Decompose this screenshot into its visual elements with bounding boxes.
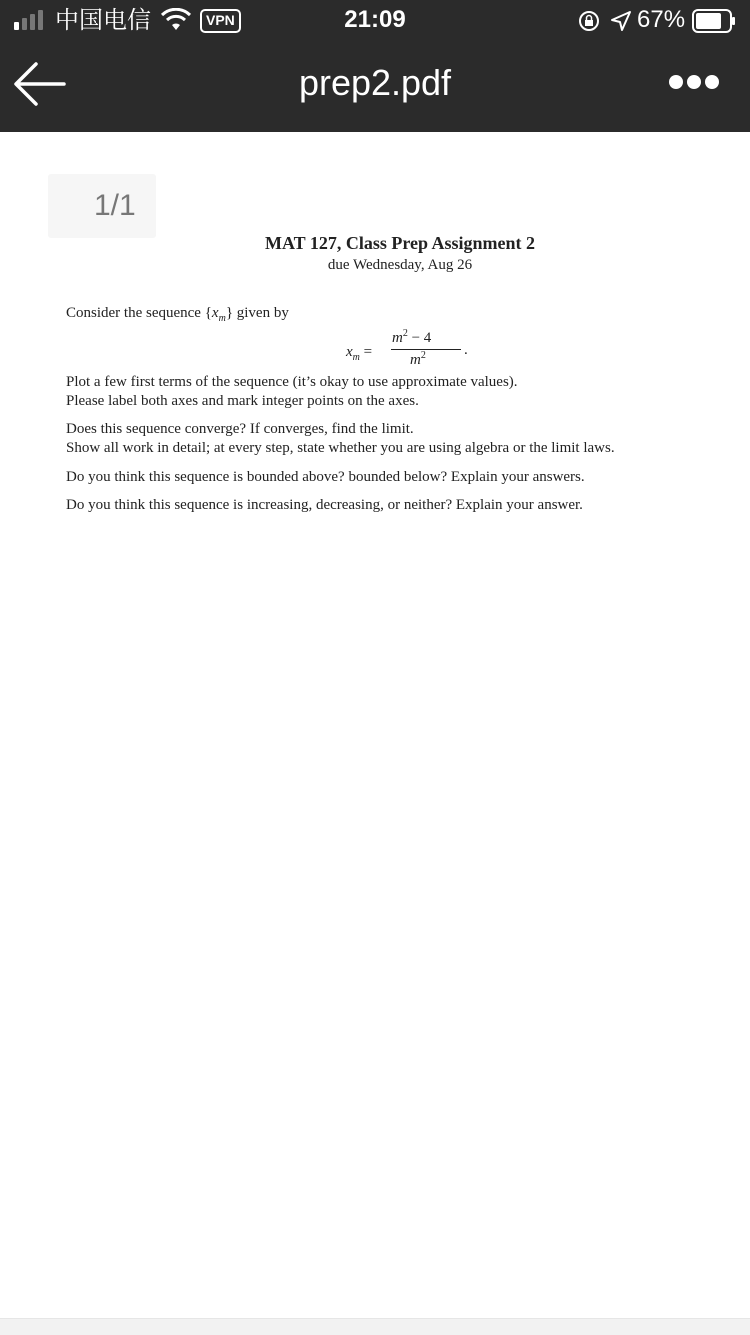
intro-variable: x: [211, 305, 219, 321]
intro-text-b: } given by: [225, 305, 289, 321]
formula-den-exp: 2: [420, 350, 426, 361]
location-icon: [610, 10, 632, 32]
formula-den-var: m: [410, 352, 421, 368]
vpn-badge: VPN: [200, 9, 241, 33]
sequence-formula: [346, 328, 476, 372]
formula-equals: =: [363, 344, 373, 360]
more-icon[interactable]: [666, 68, 722, 96]
battery-icon: [692, 9, 736, 33]
fraction-bar: [391, 349, 461, 350]
instruction-line: Please label both axes and mark integer points on the axes.: [66, 393, 419, 409]
carrier-name: 中国电信: [55, 6, 151, 34]
instruction-line: Do you think this sequence is bounded above? bounded below? Explain your answers.: [66, 469, 585, 485]
instruction-line: Does this sequence converge? If converges, find the limit.: [66, 421, 414, 437]
formula-num-exp: 2: [402, 328, 408, 339]
intro-line: [66, 303, 289, 329]
instruction-line: Show all work in detail; at every step, state whether you are using algebra or the limit laws.: [66, 440, 615, 456]
orientation-lock-icon: [578, 10, 600, 32]
document-title: prep2.pdf: [298, 62, 452, 103]
page-indicator: [48, 174, 156, 238]
instruction-line: Do you think this sequence is increasing, decreasing, or neither? Explain your answer.: [66, 497, 583, 513]
formula-numerator: [392, 328, 431, 347]
top-bar: [0, 0, 750, 132]
page-indicator-label: 1/1: [94, 189, 136, 222]
formula-lhs: [346, 344, 372, 363]
due-date: due Wednesday, Aug 26: [327, 257, 473, 273]
formula-num-var: m: [392, 330, 403, 346]
clock: 21:09: [344, 6, 406, 33]
intro-text-a: Consider the sequence {: [66, 305, 212, 321]
formula-lhs-var: x: [346, 344, 353, 360]
nav-bar: [0, 50, 750, 132]
battery-percentage: 67%: [637, 6, 686, 33]
formula-denominator: [410, 350, 426, 369]
bottom-strip: [0, 1318, 750, 1335]
formula-lhs-sub: m: [352, 352, 360, 363]
formula-period: .: [464, 342, 468, 358]
formula-num-rest: − 4: [407, 330, 432, 346]
status-bar: [0, 0, 750, 40]
instruction-line: Plot a few first terms of the sequence (it’s okay to use approximate values).: [66, 374, 518, 390]
intro-subscript: m: [218, 313, 226, 324]
assignment-title: MAT 127, Class Prep Assignment 2: [264, 233, 536, 253]
